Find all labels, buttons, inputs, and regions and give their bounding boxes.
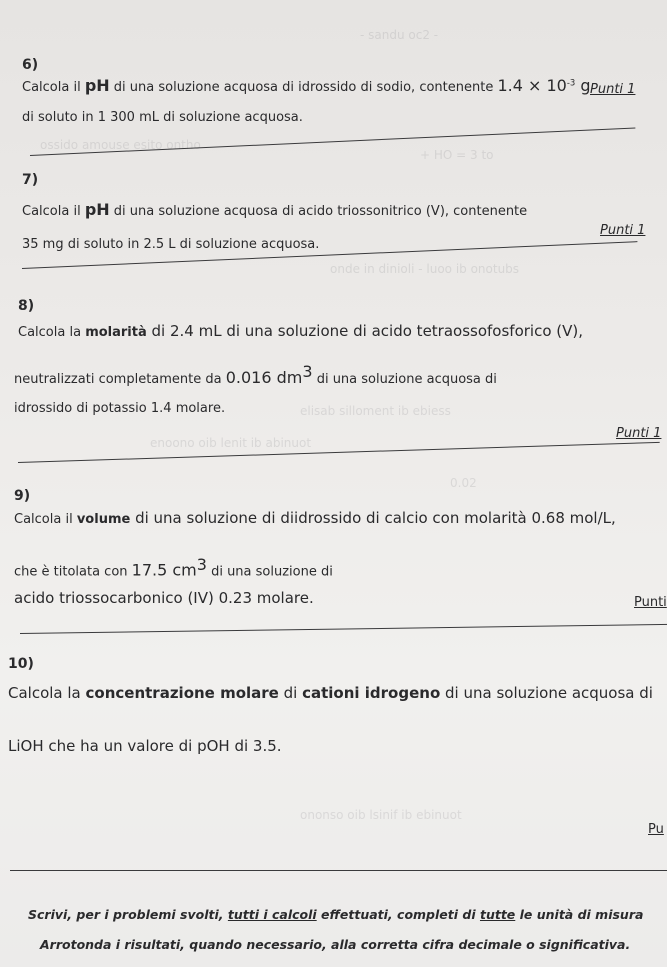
question-8-number: 8) — [18, 298, 35, 314]
question-8-separator — [18, 442, 660, 463]
question-9-separator — [20, 624, 667, 634]
question-9-line-3: acido triossocarbonico (IV) 0.23 molare. — [14, 589, 314, 607]
question-10-number: 10) — [8, 656, 34, 672]
question-8-line-3: idrossido di potassio 1.4 molare. — [14, 401, 226, 416]
question-10-separator — [10, 870, 667, 871]
question-6-line-1: Calcola il pH di una soluzione acquosa di idrossido di sodio, contenente $1.4 \times 10^{-3}$ g — [22, 76, 591, 95]
question-9-line-1: Calcola il volume di una soluzione di diidrossido di calcio con molarità 0.68 mol/L, — [14, 509, 616, 527]
question-10-line-2: LiOH che ha un valore di pOH di 3.5. — [8, 737, 282, 755]
question-7-number: 7) — [22, 172, 39, 188]
question-9-points: Punti — [634, 595, 667, 610]
question-10-points: Pu — [648, 822, 664, 837]
question-9-number: 9) — [14, 488, 31, 504]
question-10-line-1: Calcola la concentrazione molare di cationi idrogeno di una soluzione acquosa di — [8, 684, 653, 702]
footer-note-1: Scrivi, per i problemi svolti, tutti i calcoli effettuati, completi di tutte le unità di misura — [28, 907, 644, 922]
question-7-line-1: Calcola il pH di una soluzione acquosa di acido triossonitrico (V), contenente — [22, 200, 528, 219]
question-6-line-2: di soluto in 1 300 mL di soluzione acquosa. — [22, 110, 303, 125]
question-8-points: Punti 1 — [616, 426, 662, 441]
question-7-points: Punti 1 — [600, 223, 646, 238]
footer-note-2: Arrotonda i risultati, quando necessario, alla corretta cifra decimale o significativa. — [40, 937, 631, 952]
question-8-line-2: neutralizzati completamente da 0.016 $dm^3$ di una soluzione acquosa di — [14, 362, 497, 387]
question-7-line-2: 35 mg di soluto in 2.5 L di soluzione acquosa. — [22, 237, 320, 252]
question-6-number: 6) — [22, 57, 39, 73]
question-9-line-2: che è titolata con 17.5 $cm^3$ di una soluzione di — [14, 555, 333, 580]
question-8-line-1: Calcola la molarità di 2.4 mL di una soluzione di acido tetraossofosforico (V), — [18, 322, 584, 340]
question-6-separator — [30, 128, 635, 156]
question-6-points: Punti 1 — [590, 82, 636, 97]
